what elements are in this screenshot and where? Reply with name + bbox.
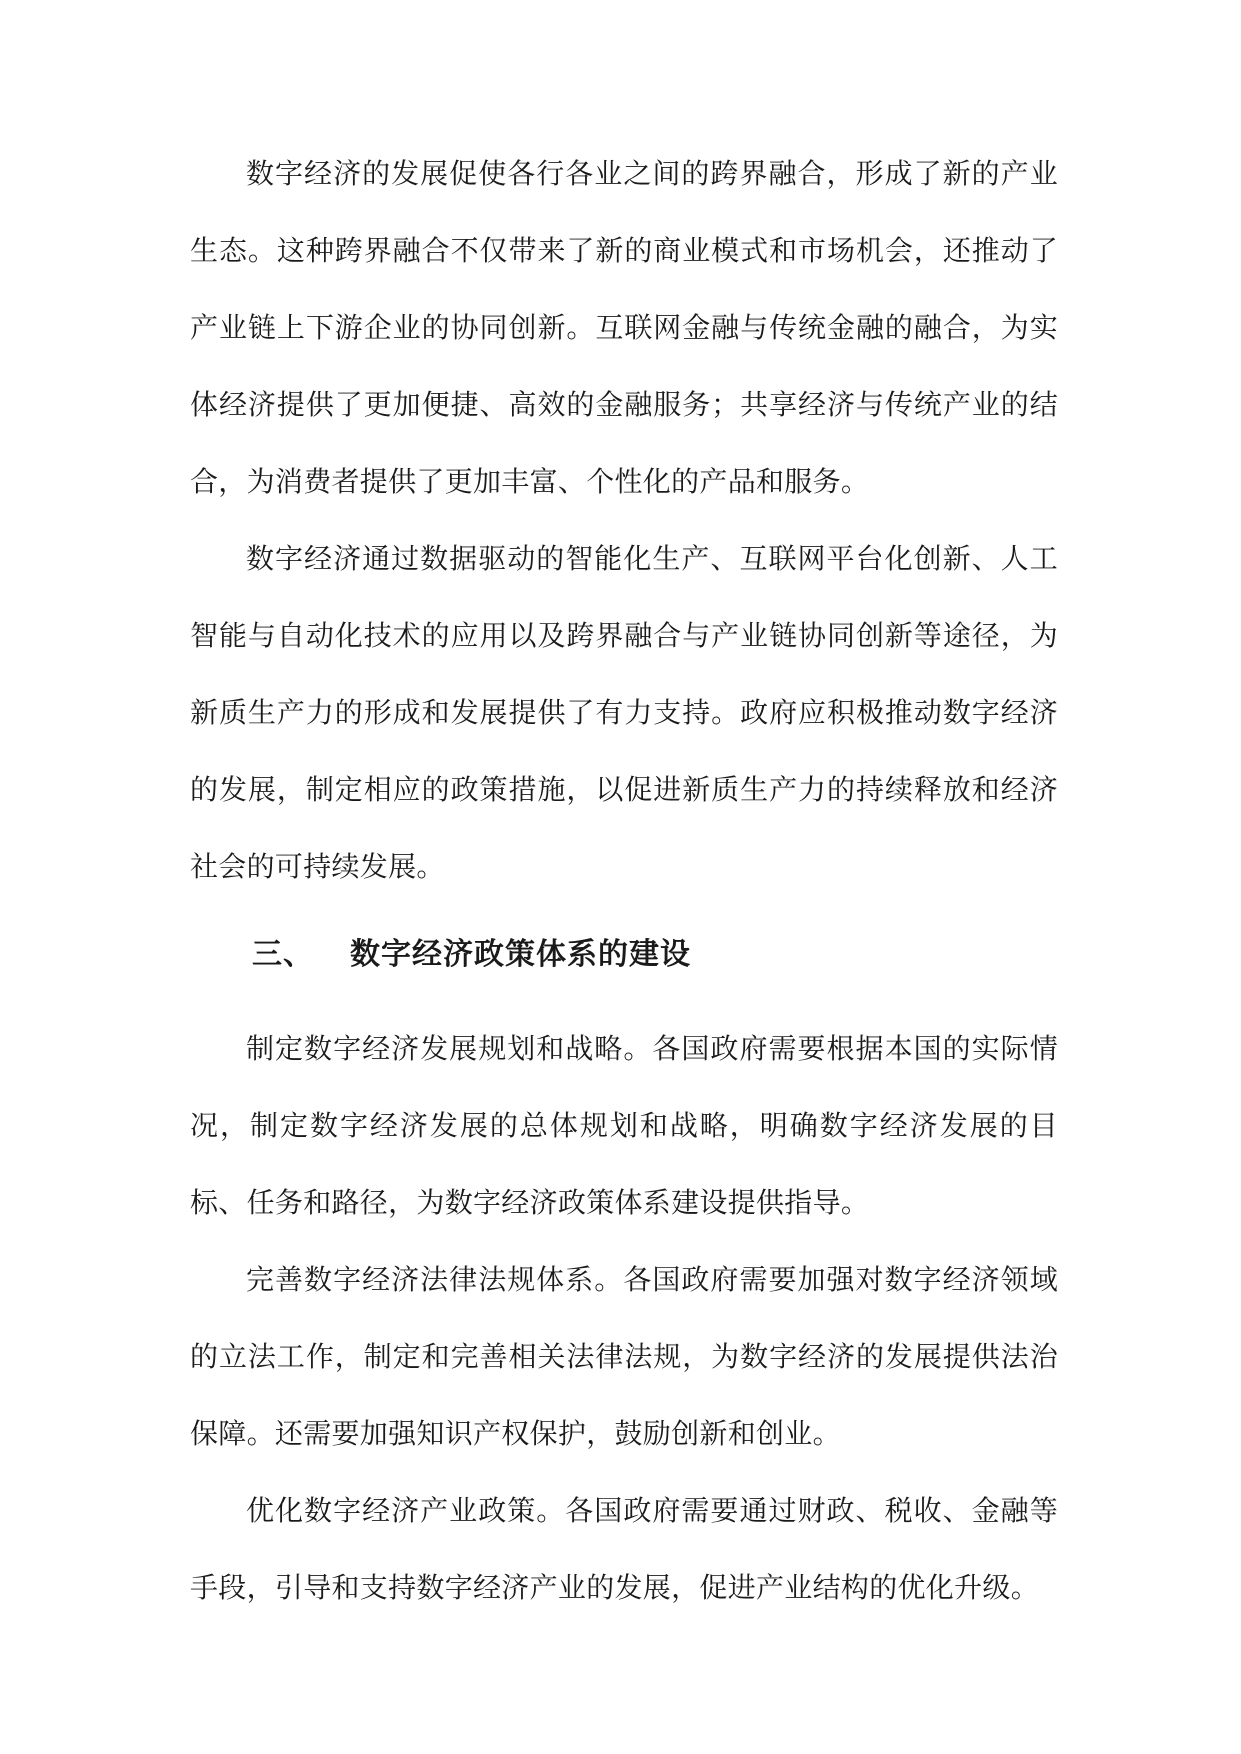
paragraph-development-planning: 制定数字经济发展规划和战略。各国政府需要根据本国的实际情况，制定数字经济发展的总体规划和战略，明确数字经济发展的目标、任务和路径，为数字经济政策体系建设提供指导。 bbox=[190, 1032, 1058, 1219]
paragraph-new-productivity-summary: 数字经济通过数据驱动的智能化生产、互联网平台化创新、人工智能与自动化技术的应用以及跨界融合与产业链协同创新等途径，为新质生产力的形成和发展提供了有力支持。政府应积极推动数字经济的发展，制定相应的政策措施，以促进新质生产力的持续释放和经济社会的可持续发展。 bbox=[190, 542, 1058, 883]
section-title: 数字经济政策体系的建设 bbox=[350, 937, 691, 972]
section-heading bbox=[252, 930, 691, 980]
paragraph-industry-policy: 优化数字经济产业政策。各国政府需要通过财政、税收、金融等手段，引导和支持数字经济产业的发展，促进产业结构的优化升级。 bbox=[190, 1494, 1058, 1604]
paragraph-cross-industry-integration: 数字经济的发展促使各行各业之间的跨界融合，形成了新的产业生态。这种跨界融合不仅带来了新的商业模式和市场机会，还推动了产业链上下游企业的协同创新。互联网金融与传统金融的融合，为实体经济提供了更加便捷、高效的金融服务；共享经济与传统产业的结合，为消费者提供了更加丰富、个性化的产品和服务。 bbox=[190, 157, 1058, 498]
paragraph-legal-framework: 完善数字经济法律法规体系。各国政府需要加强对数字经济领域的立法工作，制定和完善相关法律法规，为数字经济的发展提供法治保障。还需要加强知识产权保护，鼓励创新和创业。 bbox=[190, 1263, 1058, 1450]
section-number: 三、 bbox=[252, 937, 314, 972]
